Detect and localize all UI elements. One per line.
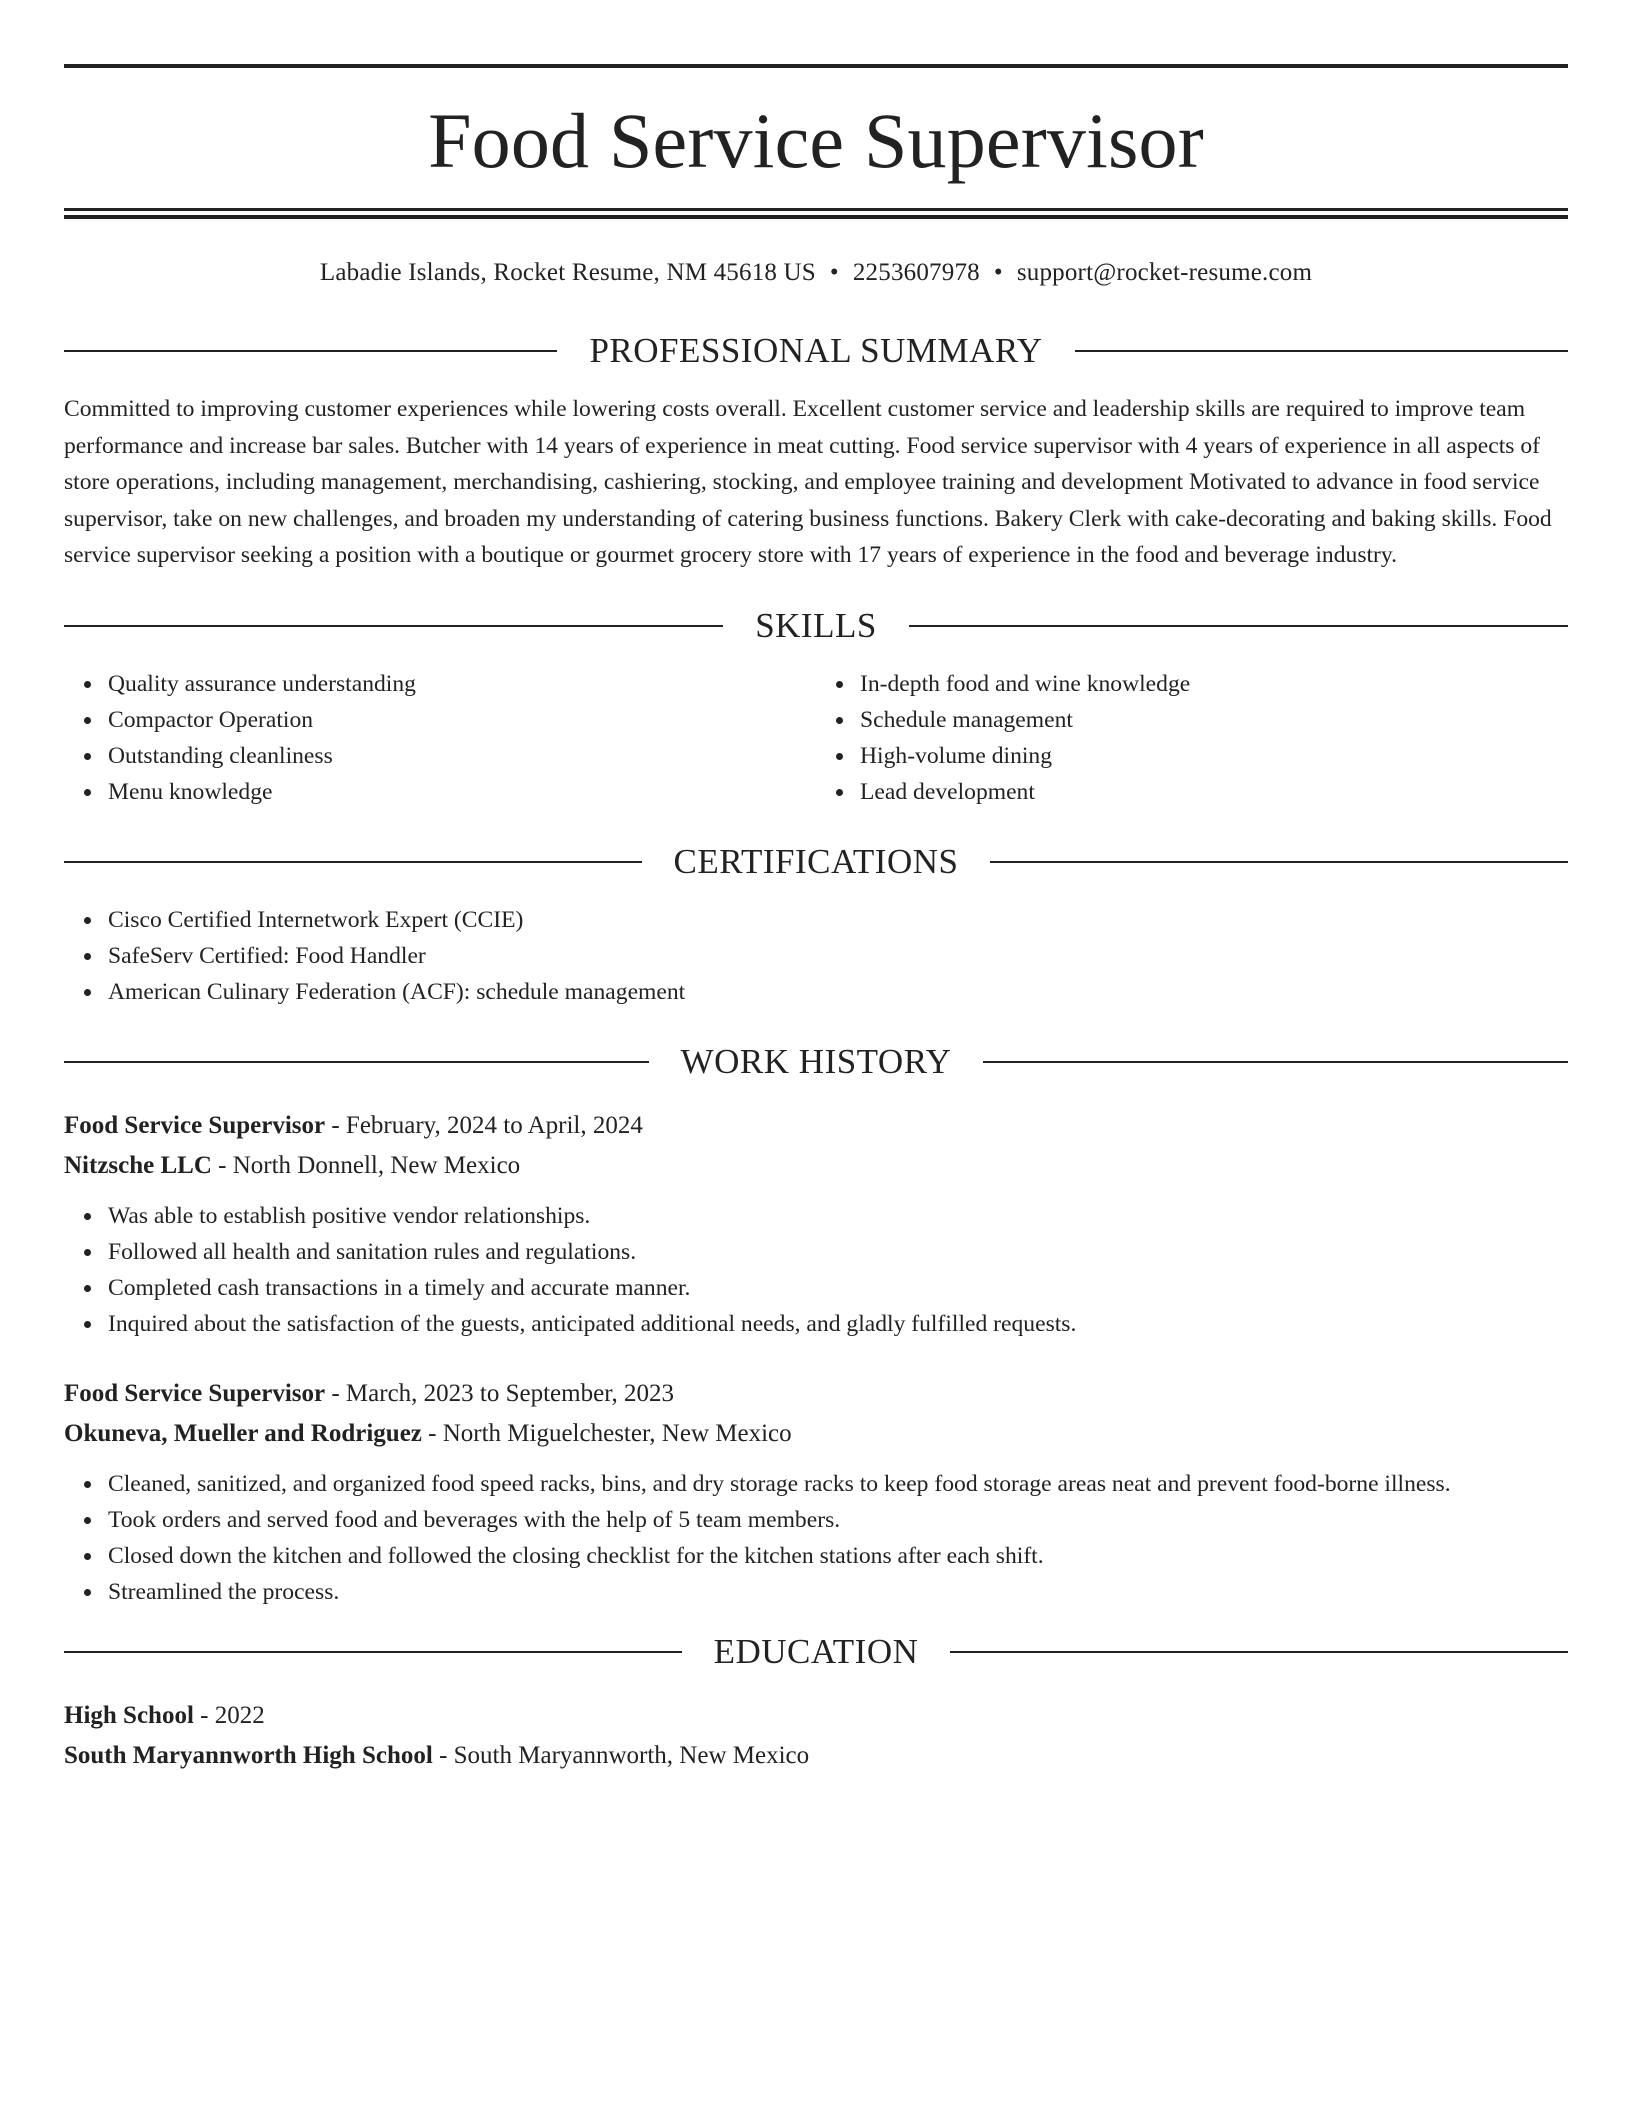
job-dates: - February, 2024 to April, 2024 — [325, 1111, 643, 1139]
skills-column-right — [816, 666, 1568, 810]
job-dates: - March, 2023 to September, 2023 — [325, 1379, 675, 1407]
section-header-skills — [64, 604, 1568, 648]
skill-item: Menu knowledge — [108, 774, 816, 810]
title-double-rule — [64, 208, 1568, 219]
job-bullet: Inquired about the satisfaction of the guests, anticipated additional needs, and gladly fulfilled requests. — [108, 1306, 1568, 1342]
contact-separator: • — [993, 259, 1003, 286]
resume-page — [64, 64, 1568, 1776]
skill-item: In-depth food and wine knowledge — [860, 666, 1568, 702]
certification-item: Cisco Certified Internetwork Expert (CCIE) — [108, 902, 1568, 938]
contact-address: Labadie Islands, Rocket Resume, NM 45618 US — [319, 259, 816, 286]
section-title-education: EDUCATION — [713, 1631, 919, 1671]
job-company: Nitzsche LLC — [64, 1151, 212, 1179]
section-title-certifications: CERTIFICATIONS — [673, 841, 959, 881]
skills-column-left — [64, 666, 816, 810]
section-header-summary — [64, 329, 1568, 373]
job-location: - North Miguelchester, New Mexico — [421, 1419, 792, 1447]
job-bullet: Followed all health and sanitation rules and regulations. — [108, 1234, 1568, 1270]
section-rule — [909, 625, 1568, 627]
section-rule — [64, 1651, 682, 1653]
job-bullet: Closed down the kitchen and followed the closing checklist for the kitchen stations after each shift. — [108, 1538, 1568, 1574]
job-bullets — [64, 1198, 1568, 1342]
job-bullet: Completed cash transactions in a timely and accurate manner. — [108, 1270, 1568, 1306]
job-title: Food Service Supervisor — [64, 1379, 326, 1407]
contact-phone: 2253607978 — [852, 259, 980, 286]
education-degree: High School — [64, 1701, 194, 1729]
contact-line — [64, 255, 1568, 291]
section-rule — [64, 350, 557, 352]
top-rule — [64, 64, 1568, 68]
section-header-education — [64, 1630, 1568, 1674]
certifications-list — [64, 902, 1568, 1010]
skill-item: Lead development — [860, 774, 1568, 810]
contact-separator: • — [829, 259, 839, 286]
section-header-certifications — [64, 840, 1568, 884]
skills-list — [64, 666, 1568, 810]
job-company-line — [64, 1414, 1568, 1454]
skill-item: Quality assurance understanding — [108, 666, 816, 702]
job-company: Okuneva, Mueller and Rodriguez — [64, 1419, 422, 1447]
section-title-work-history: WORK HISTORY — [680, 1041, 952, 1081]
section-rule — [983, 1061, 1568, 1063]
job-bullet: Streamlined the process. — [108, 1574, 1568, 1610]
certification-item: SafeServ Certified: Food Handler — [108, 938, 1568, 974]
section-rule — [64, 1061, 649, 1063]
skill-item: Schedule management — [860, 702, 1568, 738]
summary-text: Committed to improving customer experiences while lowering costs overall. Excellent customer service and leadership skills are required to improve team performance and increase bar sales. Butcher with 14 years of experience in meat cutting. Food service supervisor with 4 years of experience in all aspects of store operations, including management, merchandising, cashiering, stocking, and employee training and development Motivated to advance in food service supervisor, take on new challenges, and broaden my understanding of catering business functions. Bakery Clerk with cake-decorating and baking skills. Food service supervisor seeking a position with a boutique or gourmet grocery store with 17 years of experience in the food and beverage industry. — [64, 396, 1552, 568]
section-rule — [64, 861, 642, 863]
job-company-line — [64, 1146, 1568, 1186]
section-rule — [990, 861, 1568, 863]
job-entry — [64, 1374, 1568, 1610]
job-bullets — [64, 1466, 1568, 1610]
job-title-line — [64, 1374, 1568, 1414]
resume-title: Food Service Supervisor — [428, 97, 1204, 184]
section-title-summary: PROFESSIONAL SUMMARY — [589, 331, 1043, 370]
section-header-work-history — [64, 1040, 1568, 1084]
certification-item: American Culinary Federation (ACF): schedule management — [108, 974, 1568, 1010]
job-bullet: Cleaned, sanitized, and organized food speed racks, bins, and dry storage racks to keep food storage areas neat and prevent food-borne illness. — [108, 1466, 1568, 1502]
education-entry — [64, 1696, 1568, 1776]
section-rule — [950, 1651, 1568, 1653]
education-school-line — [64, 1736, 1568, 1776]
contact-email: support@rocket-resume.com — [1016, 259, 1313, 286]
section-rule — [64, 625, 723, 627]
skill-item: Compactor Operation — [108, 702, 816, 738]
job-title-line — [64, 1106, 1568, 1146]
education-year: - 2022 — [193, 1701, 265, 1729]
education-school: South Maryannworth High School — [64, 1741, 433, 1769]
section-title-skills: SKILLS — [755, 605, 877, 645]
skill-item: High-volume dining — [860, 738, 1568, 774]
job-entry — [64, 1106, 1568, 1342]
education-degree-line — [64, 1696, 1568, 1736]
skill-item: Outstanding cleanliness — [108, 738, 816, 774]
job-bullet: Took orders and served food and beverages with the help of 5 team members. — [108, 1502, 1568, 1538]
education-location: - South Maryannworth, New Mexico — [432, 1741, 810, 1769]
job-location: - North Donnell, New Mexico — [211, 1151, 521, 1179]
section-rule — [1075, 350, 1568, 352]
job-bullet: Was able to establish positive vendor relationships. — [108, 1198, 1568, 1234]
job-title: Food Service Supervisor — [64, 1111, 326, 1139]
